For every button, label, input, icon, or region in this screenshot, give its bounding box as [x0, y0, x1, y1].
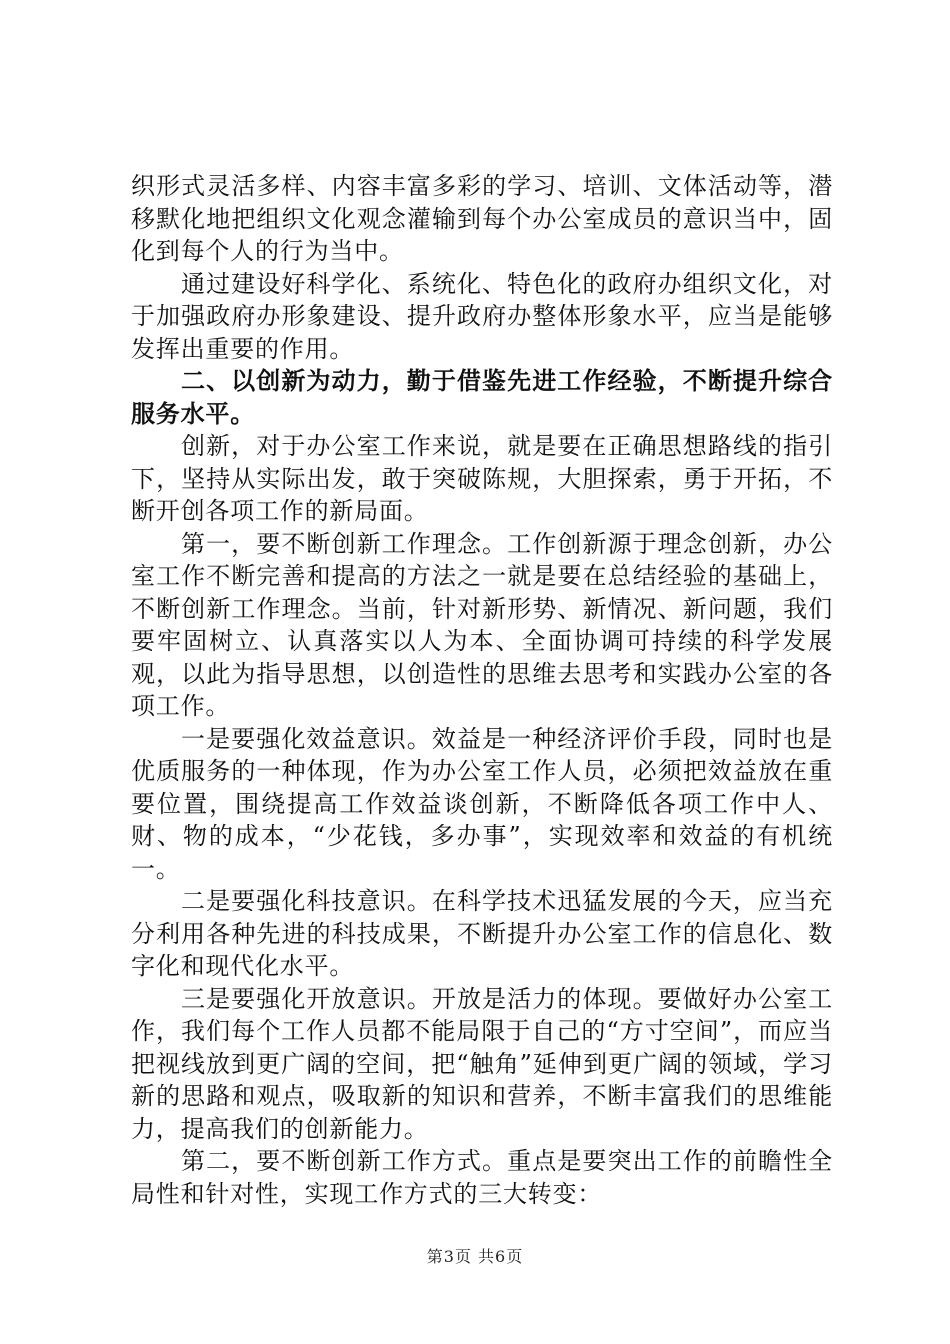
- paragraph-first-work-philosophy: 第一，要不断创新工作理念。工作创新源于理念创新，办公室工作不断完善和提高的方法之一就是要在总结经验的基础上，不断创新工作理念。当前，针对新形势、新情况、新问题，我们要牢固树立、认真落实以人为本、全面协调可持续的科学发展观，以此为指导思想，以创造性的思维去思考和实践办公室的各项工作。: [131, 529, 833, 720]
- section-heading-innovation: 二、以创新为动力，勤于借鉴先进工作经验，不断提升综合服务水平。: [131, 367, 833, 428]
- paragraph-technology-awareness: 二是要强化科技意识。在科学技术迅猛发展的今天，应当充分利用各种先进的科技成果，不断提升办公室工作的信息化、数字化和现代化水平。: [131, 887, 833, 980]
- paragraph-innovation-definition: 创新，对于办公室工作来说，就是要在正确思想路线的指引下，坚持从实际出发，敢于突破陈规，大胆探索，勇于开拓，不断开创各项工作的新局面。: [131, 432, 833, 525]
- paragraph-openness-awareness: 三是要强化开放意识。开放是活力的体现。要做好办公室工作，我们每个工作人员都不能局限于自己的“方寸空间”，而应当把视线放到更广阔的空间，把“触角”延伸到更广阔的领域，学习新的思路和观点，吸取新的知识和营养，不断丰富我们的思维能力，提高我们的创新能力。: [131, 984, 833, 1143]
- paragraph-benefit-awareness: 一是要强化效益意识。效益是一种经济评价手段，同时也是优质服务的一种体现，作为办公室工作人员，必须把效益放在重要位置，围绕提高工作效益谈创新，不断降低各项工作中人、财、物的成本，“少花钱，多办事”，实现效率和效益的有机统一。: [131, 724, 833, 883]
- page-number-footer: 第3页 共6页: [426, 1247, 524, 1266]
- paragraph-continuation: 织形式灵活多样、内容丰富多彩的学习、培训、文体活动等，潜移默化地把组织文化观念灌输到每个办公室成员的意识当中，固化到每个人的行为当中。: [131, 172, 833, 265]
- document-body: [131, 170, 833, 1210]
- paragraph-second-work-method: 第二，要不断创新工作方式。重点是要突出工作的前瞻性全局性和针对性，实现工作方式的三大转变：: [131, 1147, 833, 1208]
- paragraph-culture-summary: 通过建设好科学化、系统化、特色化的政府办组织文化，对于加强政府办形象建设、提升政府办整体形象水平，应当是能够发挥出重要的作用。: [131, 269, 833, 363]
